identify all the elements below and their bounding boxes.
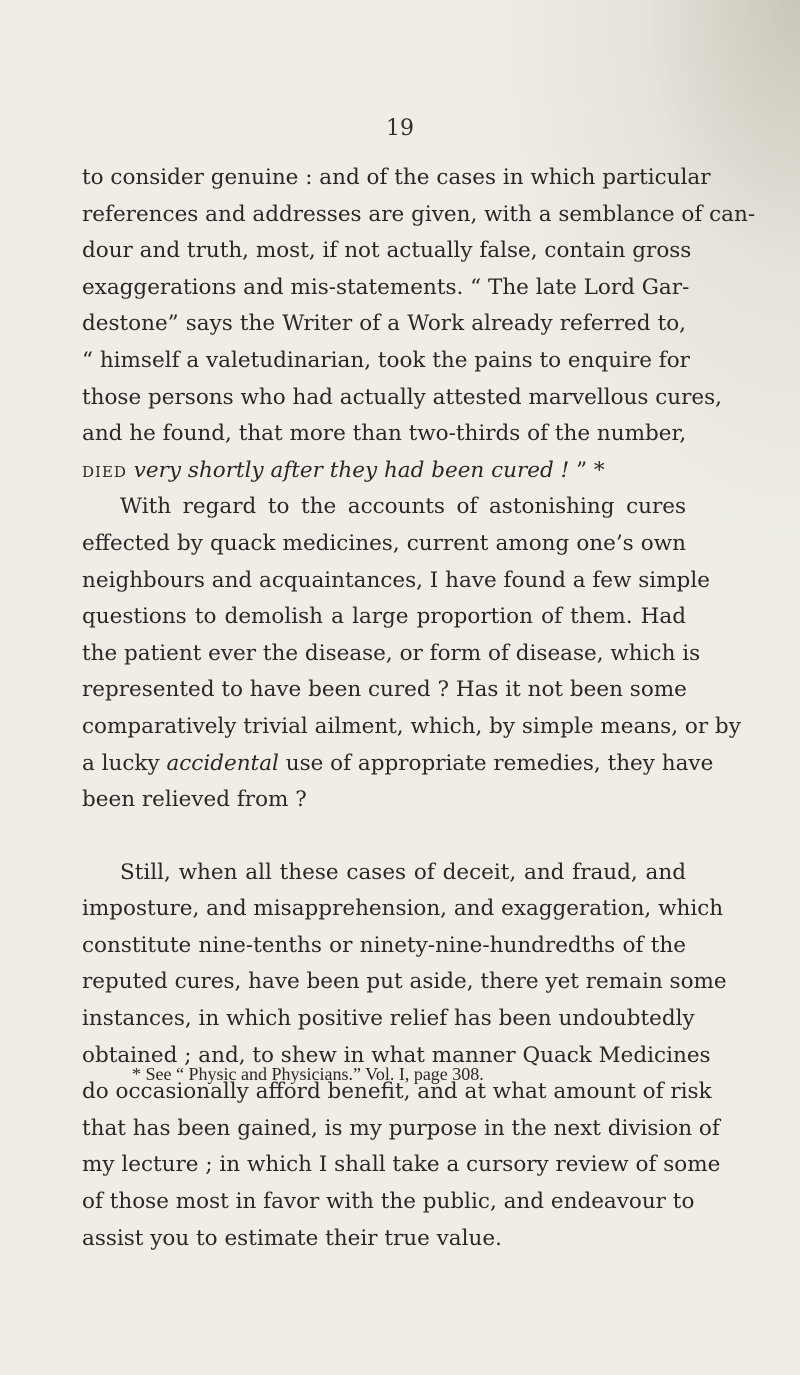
died-tail: ” * xyxy=(569,457,605,483)
text-line-died xyxy=(82,453,686,490)
text-line: imposture, and misapprehension, and exaggeration, which xyxy=(82,896,724,922)
paragraph-gap xyxy=(82,819,686,855)
page-number: 19 xyxy=(386,116,414,141)
text-line: dour and truth, most, if not actually false, contain gross xyxy=(82,238,692,264)
text-line: references and addresses are given, with a semblance of can- xyxy=(82,201,756,227)
text-line: reputed cures, have been put aside, there yet remain some xyxy=(82,969,727,995)
text-line: and he found, that more than two-thirds of the number, xyxy=(82,421,687,447)
body-text xyxy=(82,160,756,1257)
text-line: neighbours and acquaintances, I have found a few simple xyxy=(82,567,710,593)
text-line: assist you to estimate their true value. xyxy=(82,1225,502,1251)
text-line: do occasionally afford benefit, and at what amount of risk xyxy=(82,1079,712,1105)
text-line: instances, in which positive relief has been undoubtedly xyxy=(82,1006,695,1032)
accidental-italic: accidental xyxy=(166,750,279,776)
text-line-accidental: a lucky accidental use of appropriate remedies, they have xyxy=(82,750,714,776)
text-line: effected by quack medicines, current among one’s own xyxy=(82,530,686,556)
text-line: obtained ; and, to shew in what manner Quack Medicines xyxy=(82,1042,711,1068)
text-line: “ himself a valetudinarian, took the pains to enquire for xyxy=(82,347,690,373)
text-line: that has been gained, is my purpose in the next division of xyxy=(82,1115,720,1141)
text-line: of those most in favor with the public, and endeavour to xyxy=(82,1189,695,1215)
text-line: those persons who had actually attested marvellous cures, xyxy=(82,384,723,410)
text-line: exaggerations and mis-statements. “ The late Lord Gar- xyxy=(82,274,690,300)
died-smallcaps: died xyxy=(82,457,127,483)
text-line: destone” says the Writer of a Work already referred to, xyxy=(82,311,686,337)
text-line: constitute nine-tenths or ninety-nine-hundredths of the xyxy=(82,932,686,958)
text-line: the patient ever the disease, or form of disease, which is xyxy=(82,640,701,666)
text-line: questions to demolish a large proportion of them. Had xyxy=(82,604,686,630)
text-line: represented to have been cured ? Has it not been some xyxy=(82,677,687,703)
text-line: my lecture ; in which I shall take a cursory review of some xyxy=(82,1152,721,1178)
text-line: been relieved from ? xyxy=(82,787,307,813)
text-line: Still, when all these cases of deceit, and fraud, and xyxy=(120,859,686,885)
footnote: * See “ Physic and Physicians.” Vol. I, page 308. xyxy=(132,1064,484,1084)
died-italic: very shortly after they had been cured ! xyxy=(133,457,570,483)
text-line: With regard to the accounts of astonishing cures xyxy=(120,494,686,520)
text-line: comparatively trivial ailment, which, by simple means, or by xyxy=(82,713,741,739)
text-line: to consider genuine : and of the cases in which particular xyxy=(82,165,711,190)
